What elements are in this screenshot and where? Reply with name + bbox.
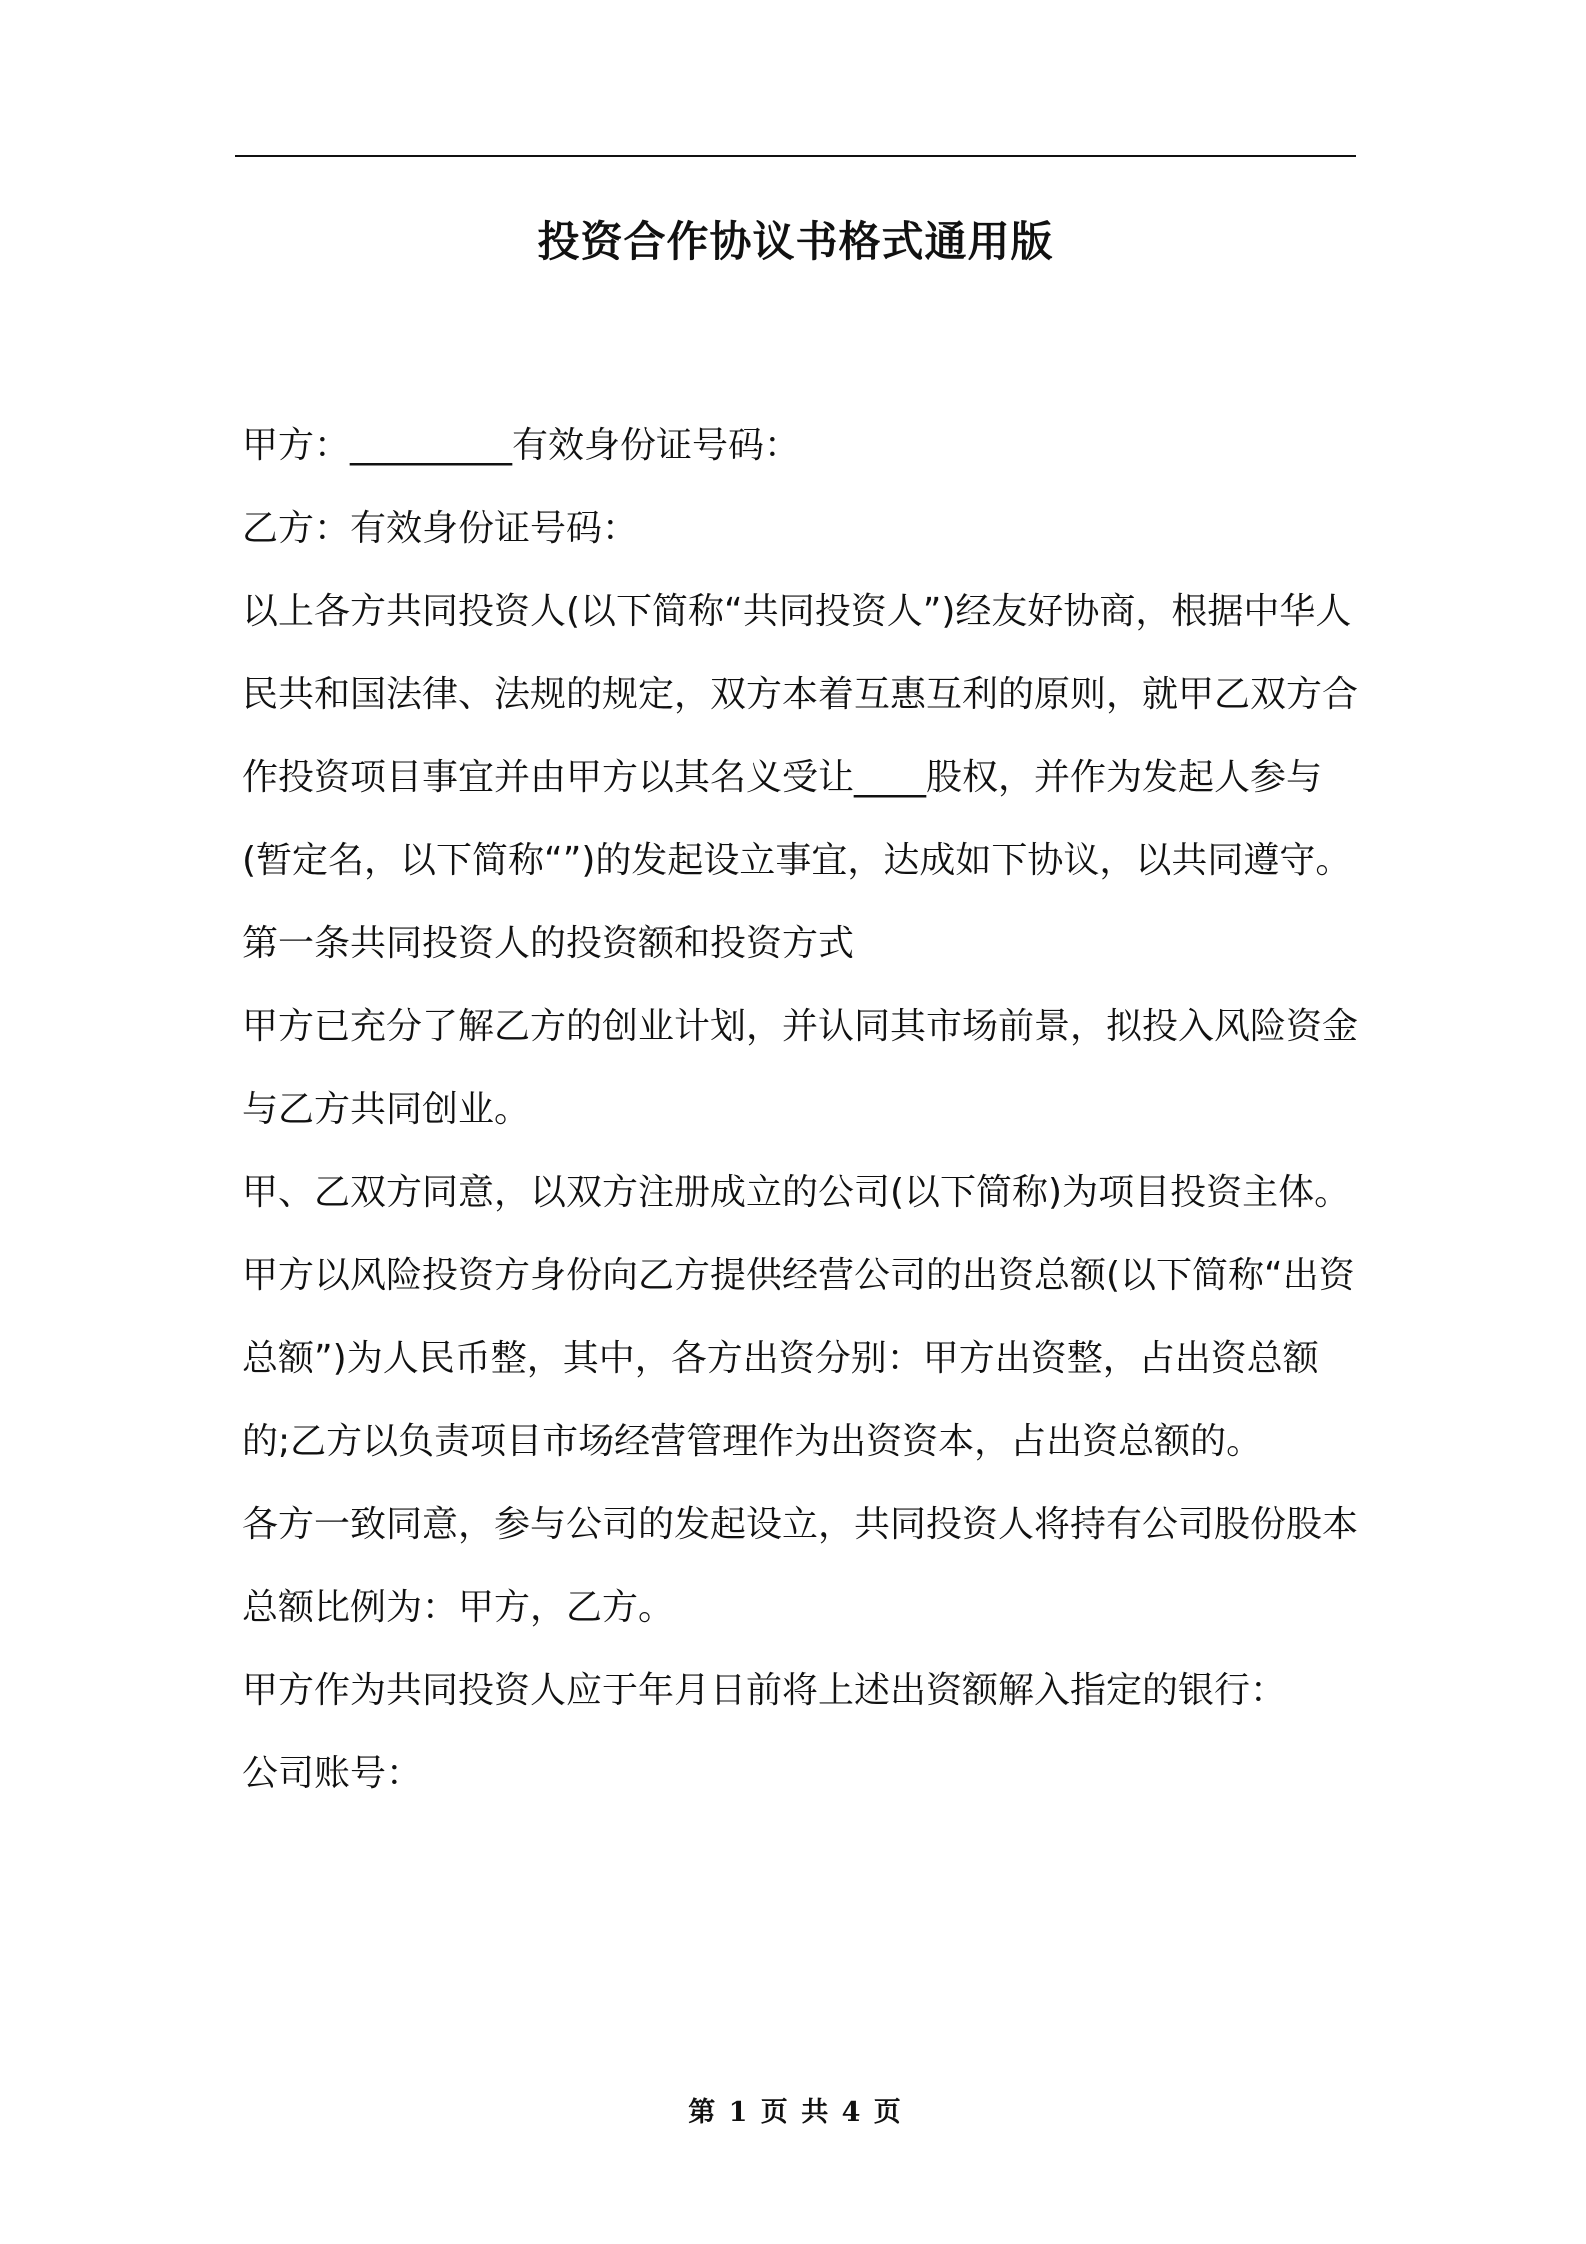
document-title: 投资合作协议书格式通用版 [537, 217, 1054, 266]
body-paragraph: 甲方作为共同投资人应于年月日前将上述出资额解入指定的银行： [242, 1670, 1287, 1711]
article-one-heading: 第一条共同投资人的投资额和投资方式 [242, 923, 855, 964]
body-paragraph: 甲方以风险投资方身份向乙方提供经营公司的出资总额(以下简称“出资总额”)为人民币整，其中，各方出资分别：甲方出资整，占出资总额的;乙方以负责项目市场经营管理作为出资资本，占出资总额的。 [242, 1255, 1355, 1462]
document-body [242, 404, 1360, 1815]
body-paragraph: 甲、乙双方同意，以双方注册成立的公司(以下简称)为项目投资主体。 [242, 1172, 1351, 1213]
party-b-line: 乙方：有效身份证号码： [242, 508, 639, 549]
preamble-paragraph: 以上各方共同投资人(以下简称“共同投资人”)经友好协商，根据中华人民共和国法律、法规的规定，双方本着互惠互利的原则，就甲乙双方合作投资项目事宜并由甲方以其名义受让____股权，并作为发起人参与(暂定名，以下简称“”)的发起设立事宜，达成如下协议，以共同遵守。 [242, 591, 1359, 881]
body-paragraph: 公司账号： [242, 1753, 423, 1794]
body-paragraph: 甲方已充分了解乙方的创业计划，并认同其市场前景，拟投入风险资金与乙方共同创业。 [242, 1006, 1359, 1130]
header-rule [235, 155, 1356, 157]
body-paragraph: 各方一致同意，参与公司的发起设立，共同投资人将持有公司股份股本总额比例为：甲方，乙方。 [242, 1504, 1359, 1628]
page-number-footer: 第 1 页 共 4 页 [688, 2097, 903, 2128]
party-a-line: 甲方：_________有效身份证号码： [242, 425, 801, 466]
